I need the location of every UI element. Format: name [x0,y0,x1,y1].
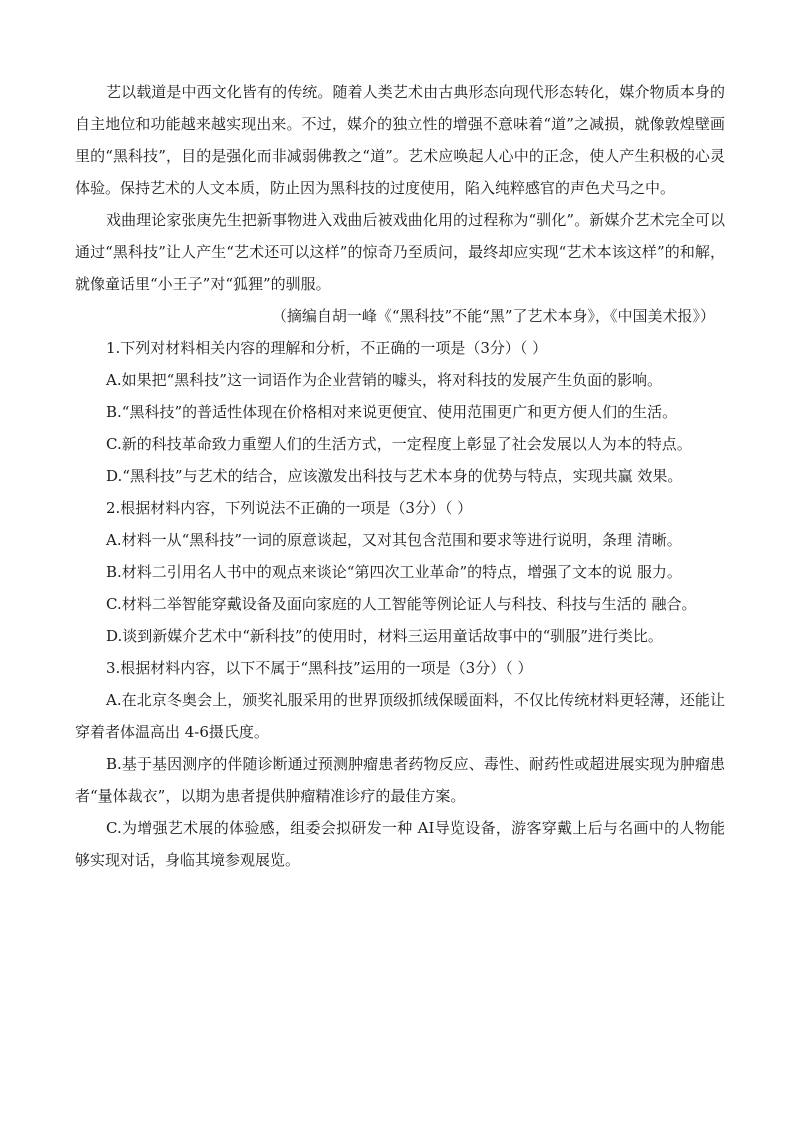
question-2-option-a: A.材料一从“黑科技”一词的原意谈起，又对其包含范围和要求等进行说明，条理 清晰。 [106,531,682,549]
question-1-option-c: C.新的科技革命致力重塑人们的生活方式，一定程度上彰显了社会发展以人为本的特点。 [106,435,692,453]
question-2-stem: 2.根据材料内容，下列说法不正确的一项是（3分）（ ） [106,499,473,517]
question-2-option-b: B.材料二引用名人书中的观点来谈论“第四次工业革命”的特点，增强了文本的说 服力。 [106,563,682,581]
document-page [75,76,725,876]
question-1-stem: 1.下列对材料相关内容的理解和分析，不正确的一项是（3分）（ ） [106,339,548,357]
question-2-option-c: C.材料二举智能穿戴设备及面向家庭的人工智能等例论证人与科技、科技与生活的 融合。 [106,595,697,613]
question-1-option-d: D.“黑科技”与艺术的结合，应该激发出科技与艺术本身的优势与特点，实现共赢 效果。 [106,467,683,485]
question-3-option-b: B.基于基因测序的伴随诊断通过预测肿瘤患者药物反应、毒性、耐药性或超进展实现为肿瘤患者“量体裁衣”，以期为患者提供肿瘤精准诊疗的最佳方案。 [75,755,725,805]
question-3-option-a: A.在北京冬奥会上，颁奖礼服采用的世界顶级抓绒保暖面料，不仅比传统材料更轻薄，还能让穿着者体温高出 4-6摄氏度。 [75,691,725,741]
question-1-option-b: B.“黑科技”的普适性体现在价格相对来说更便宜、使用范围更广和更方便人们的生活。 [106,403,678,421]
question-1-option-a: A.如果把“黑科技”这一词语作为企业营销的噱头，将对科技的发展产生负面的影响。 [106,371,662,389]
question-2-option-d: D.谈到新媒介艺术中“新科技”的使用时，材料三运用童话故事中的“驯服”进行类比。 [106,627,663,645]
article-source: （摘编自胡一峰《“黑科技”不能“黑”了艺术本身》，《中国美术报》） [271,307,715,325]
article-paragraph-1: 艺以载道是中西文化皆有的传统。随着人类艺术由古典形态向现代形态转化，媒介物质本身的自主地位和功能越来越实现出来。不过，媒介的独立性的增强不意味着“道”之减损，就像敦煌壁画里的“黑科技”，目的是强化而非减弱佛教之“道”。艺术应唤起人心中的正念，使人产生积极的心灵体验。保持艺术的人文本质，防止因为黑科技的过度使用，陷入纯粹感官的声色犬马之中。 [75,83,725,197]
question-3-stem: 3.根据材料内容，以下不属于“黑科技”运用的一项是（3分）（ ） [106,659,533,677]
article-paragraph-2: 戏曲理论家张庚先生把新事物进入戏曲后被戏曲化用的过程称为“驯化”。新媒介艺术完全可以通过“黑科技”让人产生“艺术还可以这样”的惊奇乃至质问，最终却应实现“艺术本该这样”的和解，就像童话里“小王子”对“狐狸”的驯服。 [75,211,725,293]
question-3-option-c: C.为增强艺术展的体验感，组委会拟研发一种 AI导览设备，游客穿戴上后与名画中的人物能够实现对话，身临其境参观展览。 [75,819,725,869]
